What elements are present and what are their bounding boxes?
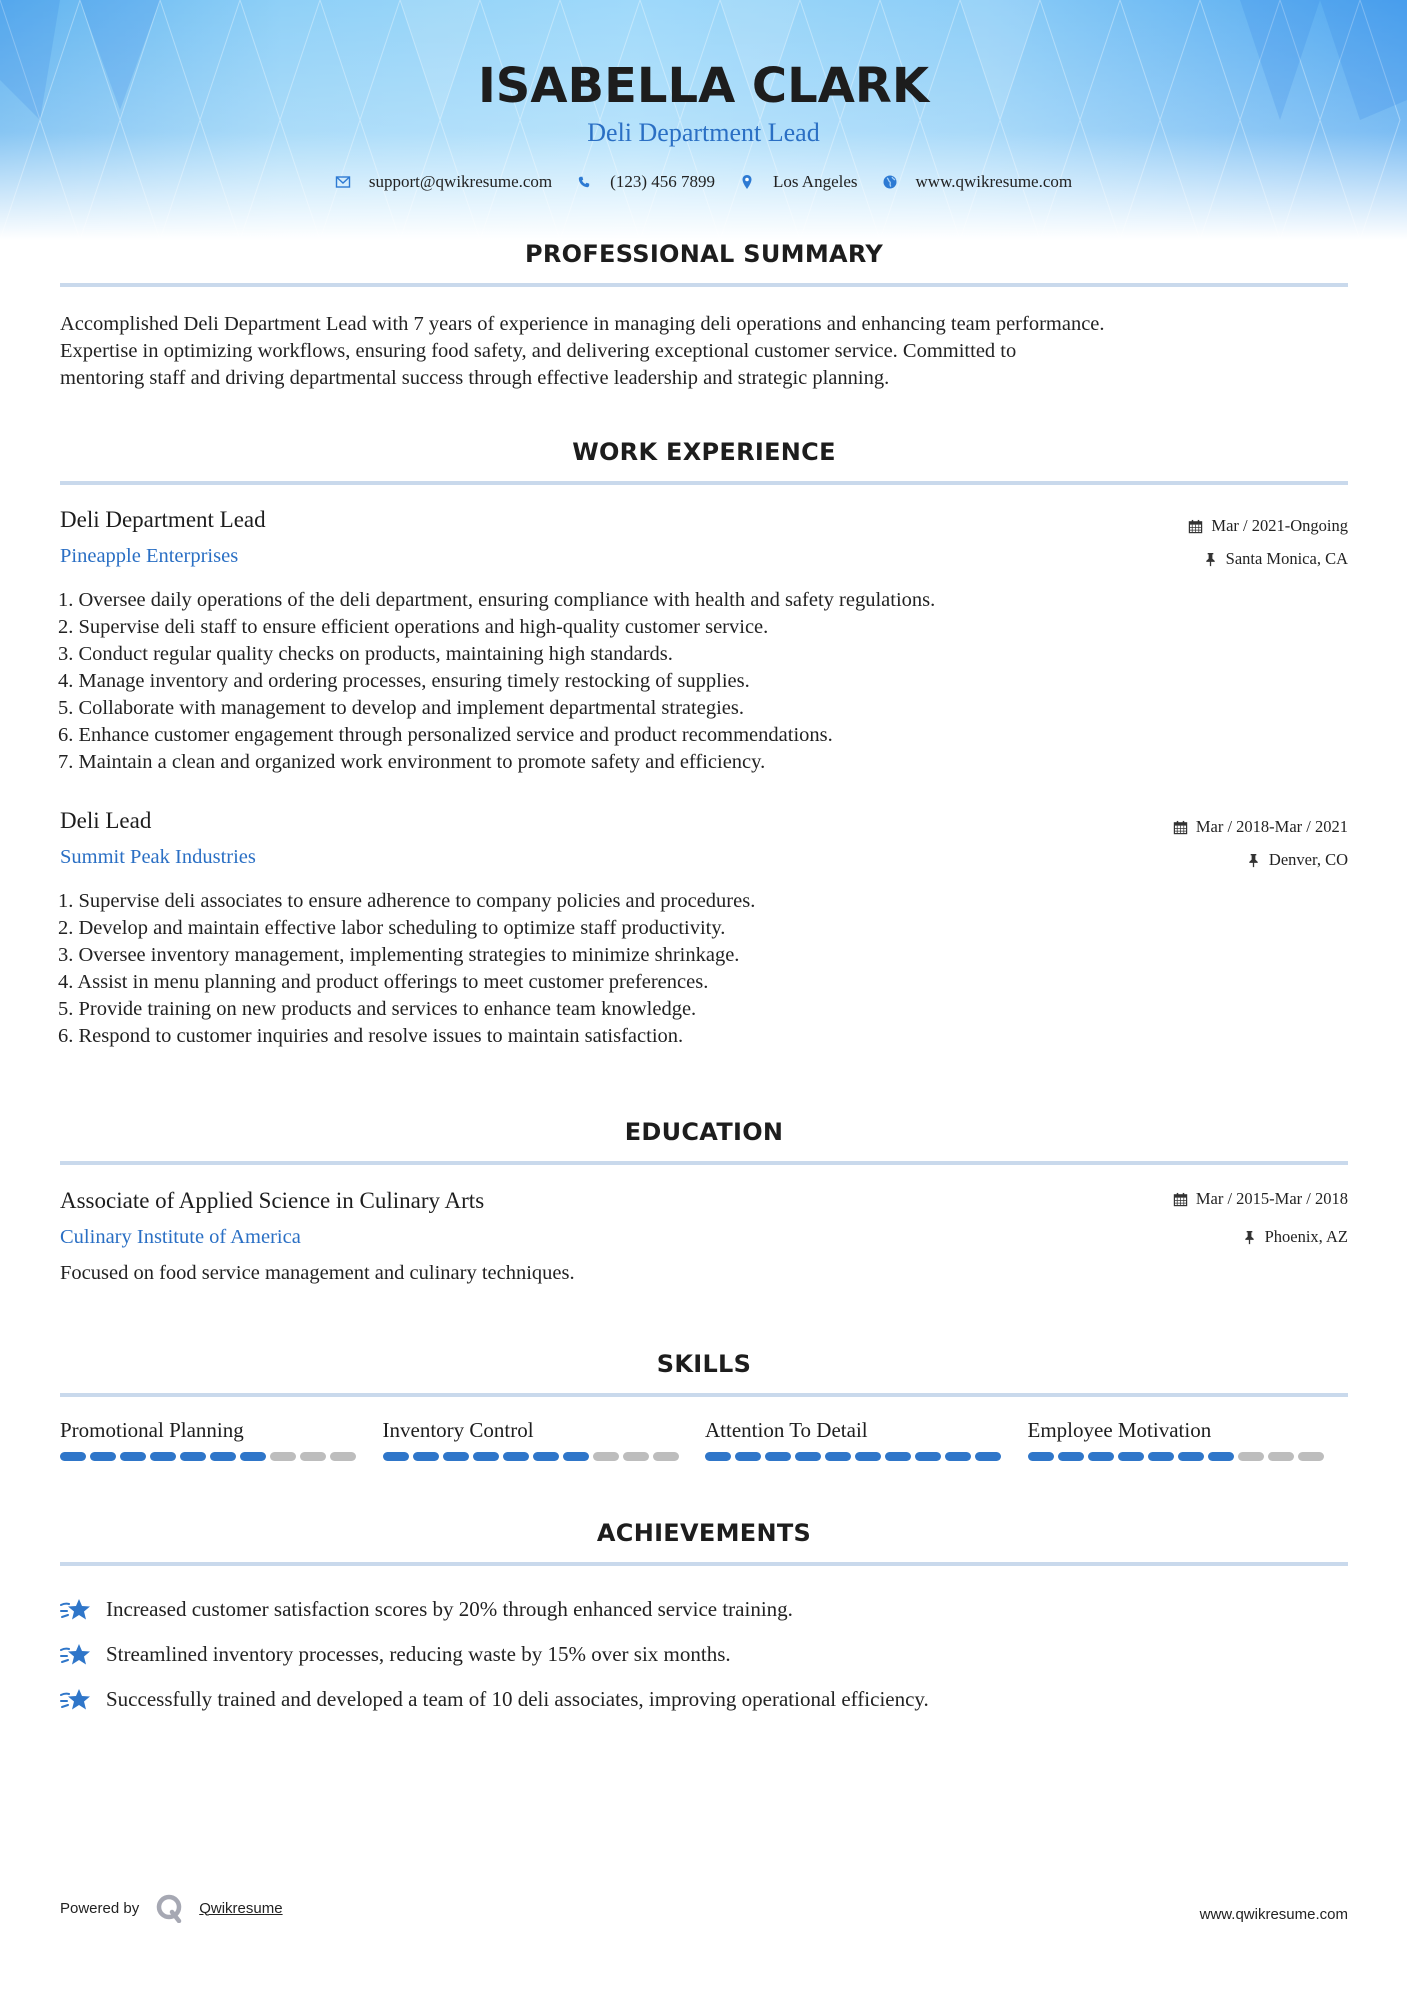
contact-email[interactable] (335, 172, 552, 192)
achievement-item (60, 1632, 1350, 1677)
contact-bar (0, 172, 1407, 192)
responsibility-item: 5. Provide training on new products and services to enhance team knowledge. (58, 998, 697, 1020)
contact-email-text: support@qwikresume.com (368, 172, 553, 191)
skill-level-bar (705, 1452, 1028, 1461)
skill-segment-empty (1238, 1452, 1264, 1461)
achievement-text: Successfully trained and developed a team of 10 deli associates, improving operational efficiency. (106, 1687, 929, 1711)
job-location-text: Denver, CO (1268, 850, 1348, 869)
skills-list (60, 1418, 1350, 1461)
achievement-item (60, 1677, 1350, 1722)
skill-segment-filled (473, 1452, 499, 1461)
job-responsibilities (58, 888, 1348, 1050)
job-date-text: Mar / 2021-Ongoing (1211, 516, 1348, 535)
job-date-text: Mar / 2018-Mar / 2021 (1195, 817, 1348, 836)
skill-segment-filled (60, 1452, 86, 1461)
skill-segment-filled (1028, 1452, 1054, 1461)
pushpin-icon (1246, 853, 1261, 868)
skill-name: Inventory Control (382, 1418, 534, 1442)
section-title-skills: SKILLS (656, 1350, 752, 1378)
skill-segment-filled (735, 1452, 761, 1461)
job-title: Deli Lead (60, 808, 152, 833)
summary-line: mentoring staff and driving departmental success through effective leadership and strategic planning. (60, 367, 890, 389)
powered-by (60, 1893, 283, 1923)
skill-segment-filled (563, 1452, 589, 1461)
contact-website-text: www.qwikresume.com (915, 172, 1073, 191)
skill-segment-filled (885, 1452, 911, 1461)
skill-segment-filled (1088, 1452, 1114, 1461)
achievement-text: Streamlined inventory processes, reducing waste by 15% over six months. (106, 1642, 731, 1666)
skill-item (60, 1418, 383, 1461)
shooting-star-icon (60, 1596, 92, 1624)
contact-phone-text: (123) 456 7899 (610, 172, 715, 191)
skill-segment-filled (705, 1452, 731, 1461)
responsibility-item: 5. Collaborate with management to develop and implement departmental strategies. (58, 697, 744, 719)
skill-segment-filled (150, 1452, 176, 1461)
phone-icon (576, 174, 592, 190)
section-title-experience: WORK EXPERIENCE (572, 438, 836, 466)
responsibility-item: 3. Conduct regular quality checks on products, maintaining high standards. (58, 643, 673, 665)
skill-segment-filled (855, 1452, 881, 1461)
skill-segment-filled (533, 1452, 559, 1461)
skill-segment-filled (975, 1452, 1001, 1461)
section-divider (60, 1393, 1348, 1397)
summary-line: Expertise in optimizing workflows, ensuring food safety, and delivering exceptional customer service. Committed to (60, 340, 1017, 362)
resume-header (0, 0, 1407, 240)
map-marker-icon (739, 174, 755, 190)
pushpin-icon (1242, 1230, 1257, 1245)
summary-text (60, 311, 1350, 392)
skill-segment-filled (503, 1452, 529, 1461)
section-title-education: EDUCATION (624, 1118, 784, 1146)
section-title-summary: PROFESSIONAL SUMMARY (524, 240, 884, 268)
skill-segment-filled (443, 1452, 469, 1461)
skill-segment-filled (825, 1452, 851, 1461)
achievement-text: Increased customer satisfaction scores by 20% through enhanced service training. (106, 1597, 793, 1621)
section-divider (60, 481, 1348, 485)
skill-item (1028, 1418, 1351, 1461)
pushpin-icon (1203, 552, 1218, 567)
contact-phone[interactable] (576, 172, 715, 192)
skill-segment-filled (1058, 1452, 1084, 1461)
job-responsibilities (58, 587, 1348, 776)
qwikresume-logo-icon (155, 1893, 185, 1923)
section-divider (60, 1161, 1348, 1165)
skill-segment-filled (795, 1452, 821, 1461)
powered-by-label: Powered by (60, 1899, 140, 1917)
skill-segment-filled (1208, 1452, 1234, 1461)
globe-icon (882, 174, 898, 190)
skill-segment-filled (1148, 1452, 1174, 1461)
job-location (1246, 850, 1348, 870)
responsibility-item: 6. Respond to customer inquiries and resolve issues to maintain satisfaction. (58, 1025, 684, 1047)
job-date (1188, 516, 1348, 536)
section-title-achievements: ACHIEVEMENTS (596, 1519, 812, 1547)
candidate-name: ISABELLA CLARK (477, 58, 930, 114)
skill-item (705, 1418, 1028, 1461)
skill-segment-empty (623, 1452, 649, 1461)
candidate-title: Deli Department Lead (587, 118, 820, 147)
responsibility-item: 4. Assist in menu planning and product offerings to meet customer preferences. (58, 971, 709, 993)
skill-segment-filled (180, 1452, 206, 1461)
skill-level-bar (383, 1452, 706, 1461)
job-location-text: Santa Monica, CA (1225, 549, 1348, 568)
responsibility-item: 1. Oversee daily operations of the deli department, ensuring compliance with health and safety regulations. (58, 589, 936, 611)
skill-segment-empty (1268, 1452, 1294, 1461)
skill-segment-filled (240, 1452, 266, 1461)
job-location (1203, 549, 1348, 569)
responsibility-item: 2. Supervise deli staff to ensure efficient operations and high-quality customer service. (58, 616, 769, 638)
degree-title: Associate of Applied Science in Culinary Arts (60, 1188, 485, 1213)
shooting-star-icon (60, 1641, 92, 1669)
responsibility-item: 2. Develop and maintain effective labor scheduling to optimize staff productivity. (58, 917, 726, 939)
contact-location (739, 172, 858, 192)
responsibility-item: 1. Supervise deli associates to ensure adherence to company policies and procedures. (58, 890, 756, 912)
skill-segment-empty (1298, 1452, 1324, 1461)
skill-level-bar (1028, 1452, 1351, 1461)
skill-segment-filled (210, 1452, 236, 1461)
shooting-star-icon (60, 1686, 92, 1714)
calendar-icon (1173, 820, 1188, 835)
skill-segment-filled (1178, 1452, 1204, 1461)
skill-segment-empty (270, 1452, 296, 1461)
education-location (1242, 1227, 1348, 1247)
skill-name: Attention To Detail (705, 1418, 868, 1442)
job-title: Deli Department Lead (60, 507, 266, 532)
qwikresume-link[interactable]: Qwikresume (199, 1899, 283, 1917)
skill-segment-filled (90, 1452, 116, 1461)
education-date-text: Mar / 2015-Mar / 2018 (1195, 1189, 1348, 1208)
contact-location-text: Los Angeles (772, 172, 858, 191)
section-divider (60, 283, 1348, 287)
skill-name: Employee Motivation (1027, 1418, 1212, 1442)
skill-segment-filled (945, 1452, 971, 1461)
skill-level-bar (60, 1452, 383, 1461)
achievement-item (60, 1587, 1350, 1632)
skill-name: Promotional Planning (60, 1418, 244, 1442)
footer-website-link[interactable]: www.qwikresume.com (1199, 1906, 1348, 1923)
responsibility-item: 4. Manage inventory and ordering processes, ensuring timely restocking of supplies. (58, 670, 750, 692)
skill-item (383, 1418, 706, 1461)
calendar-icon (1188, 519, 1203, 534)
skill-segment-filled (1118, 1452, 1144, 1461)
education-description: Focused on food service management and culinary techniques. (60, 1262, 575, 1284)
skill-segment-empty (653, 1452, 679, 1461)
company-name: Summit Peak Industries (60, 846, 256, 868)
job-date (1173, 817, 1348, 837)
skill-segment-filled (413, 1452, 439, 1461)
skill-segment-filled (915, 1452, 941, 1461)
school-name: Culinary Institute of America (60, 1226, 301, 1248)
education-location-text: Phoenix, AZ (1264, 1227, 1348, 1246)
skill-segment-filled (765, 1452, 791, 1461)
education-date (1173, 1189, 1348, 1209)
skill-segment-filled (120, 1452, 146, 1461)
section-divider (60, 1562, 1348, 1566)
calendar-icon (1173, 1192, 1188, 1207)
envelope-icon (335, 174, 351, 190)
contact-website[interactable] (882, 172, 1073, 192)
achievements-list (60, 1587, 1350, 1722)
skill-segment-empty (330, 1452, 356, 1461)
skill-segment-empty (300, 1452, 326, 1461)
skill-segment-filled (383, 1452, 409, 1461)
responsibility-item: 6. Enhance customer engagement through personalized service and product recommendations. (58, 724, 833, 746)
company-name: Pineapple Enterprises (60, 545, 239, 567)
responsibility-item: 7. Maintain a clean and organized work environment to promote safety and efficiency. (58, 751, 766, 773)
summary-line: Accomplished Deli Department Lead with 7 years of experience in managing deli operations and enhancing team performance. (60, 313, 1105, 335)
responsibility-item: 3. Oversee inventory management, implementing strategies to minimize shrinkage. (58, 944, 740, 966)
skill-segment-empty (593, 1452, 619, 1461)
